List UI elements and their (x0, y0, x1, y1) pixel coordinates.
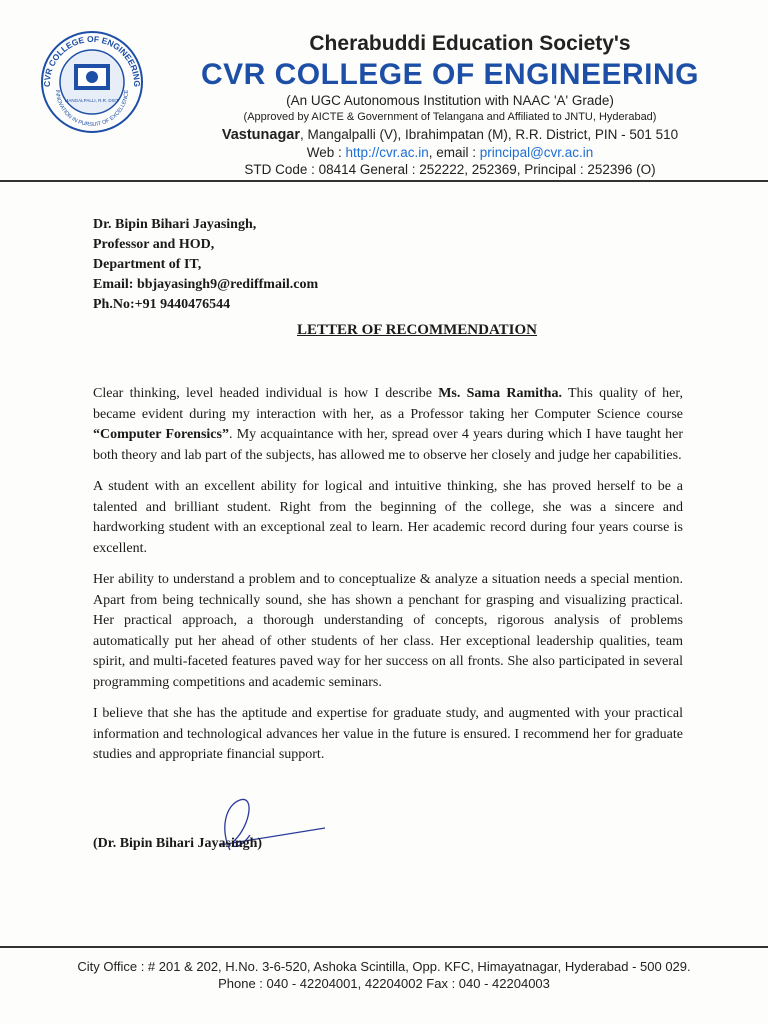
sender-email: Email: bbjayasingh9@rediffmail.com (93, 277, 319, 292)
sender-phone: Ph.No:+91 9440476544 (93, 297, 231, 312)
footer-phone: Phone : 040 - 42204001, 42204002 Fax : 040 - 42204003 (218, 976, 550, 991)
paragraph-3: Her ability to understand a problem and to conceptualize & analyze a situation needs a special mention. Apart from being technically sound, she has shown a penchant for grasping and visualizing practical. Her practical approach, a thorough understanding of concepts, rigorous analysis of problems automatically put her ahead of other students of her class. Her exceptional leadership qualities, team spirit, and multi-faceted features paved way for her success on all fronts. She also participated in several programming competitions and academic seminars. (93, 572, 683, 690)
header-divider (0, 180, 768, 182)
sender-name: Dr. Bipin Bihari Jayasingh, (93, 217, 257, 232)
email-label: , email : (428, 145, 480, 160)
std-code: STD Code : 08414 General : 252222, 252369, Principal : 252396 (O) (244, 162, 656, 177)
signature-name: (Dr. Bipin Bihari Jayasingh) (93, 836, 263, 851)
sender-position: Professor and HOD, (93, 237, 215, 252)
city-office: City Office : # 201 & 202, H.No. 3-6-520, Ashoka Scintilla, Opp. KFC, Himayatnagar, Hyderabad - 500 029. (77, 959, 691, 974)
course-name: “Computer Forensics” (93, 427, 229, 442)
paragraph-4: I believe that she has the aptitude and expertise for graduate study, and augmented with your practical information and technological advances her value in the future is ensured. I recommend her for graduate studies and appropriate financial support. (93, 706, 683, 762)
college-name: CVR COLLEGE OF ENGINEERING (200, 58, 700, 91)
logo-ring-bottom-text: INNOVATION IN PURSUIT OF EXCELLENCE (53, 89, 131, 129)
footer (0, 958, 768, 992)
letterhead (150, 32, 750, 178)
society-name: Cherabuddi Education Society's (309, 32, 631, 55)
p1-text-a: Clear thinking, level headed individual is how I describe (93, 386, 439, 401)
paragraph-2: A student with an excellent ability for logical and intuitive thinking, she has proved herself to be a talented and brilliant student. Right from the beginning of the college, she was a sincere and hardworking student with an exceptional zeal to learn. Her academic record during four years course is excellent. (93, 479, 683, 556)
logo-inner-text: MANGALPALLI, R.R. DIST. (64, 98, 120, 103)
footer-divider (0, 946, 768, 948)
logo-ring-top-text: CVR COLLEGE OF ENGINEERING (41, 33, 143, 87)
college-web-email (150, 144, 750, 161)
letter-title: LETTER OF RECOMMENDATION (296, 322, 537, 338)
sender-department: Department of IT, (93, 257, 202, 272)
student-name: Ms. Sama Ramitha. (438, 386, 562, 401)
college-address (150, 126, 750, 144)
p1-text-b: This quality of her, became evident during my interaction with her, as a Professor taking her Computer Science course (93, 386, 683, 422)
college-approval: (Approved by AICTE & Government of Telangana and Affiliated to JNTU, Hyderabad) (243, 111, 657, 123)
college-logo-icon (36, 28, 148, 134)
address-rest: , Mangalpalli (V), Ibrahimpatan (M), R.R. District, PIN - 501 510 (300, 127, 679, 142)
address-bold: Vastunagar (221, 127, 301, 143)
letter-body (93, 384, 683, 777)
email-link[interactable]: principal@cvr.ac.in (479, 145, 594, 160)
p1-text-c: . My acquaintance with her, spread over 4 years during which I have taught her both theory and lab part of the subjects, has allowed me to observe her closely and judge her capabilities. (93, 427, 683, 463)
college-status: (An UGC Autonomous Institution with NAAC 'A' Grade) (286, 93, 614, 108)
sender-block (93, 215, 318, 315)
web-label: Web : (306, 145, 346, 160)
web-link[interactable]: http://cvr.ac.in (345, 145, 429, 160)
paragraph-1 (93, 384, 683, 466)
